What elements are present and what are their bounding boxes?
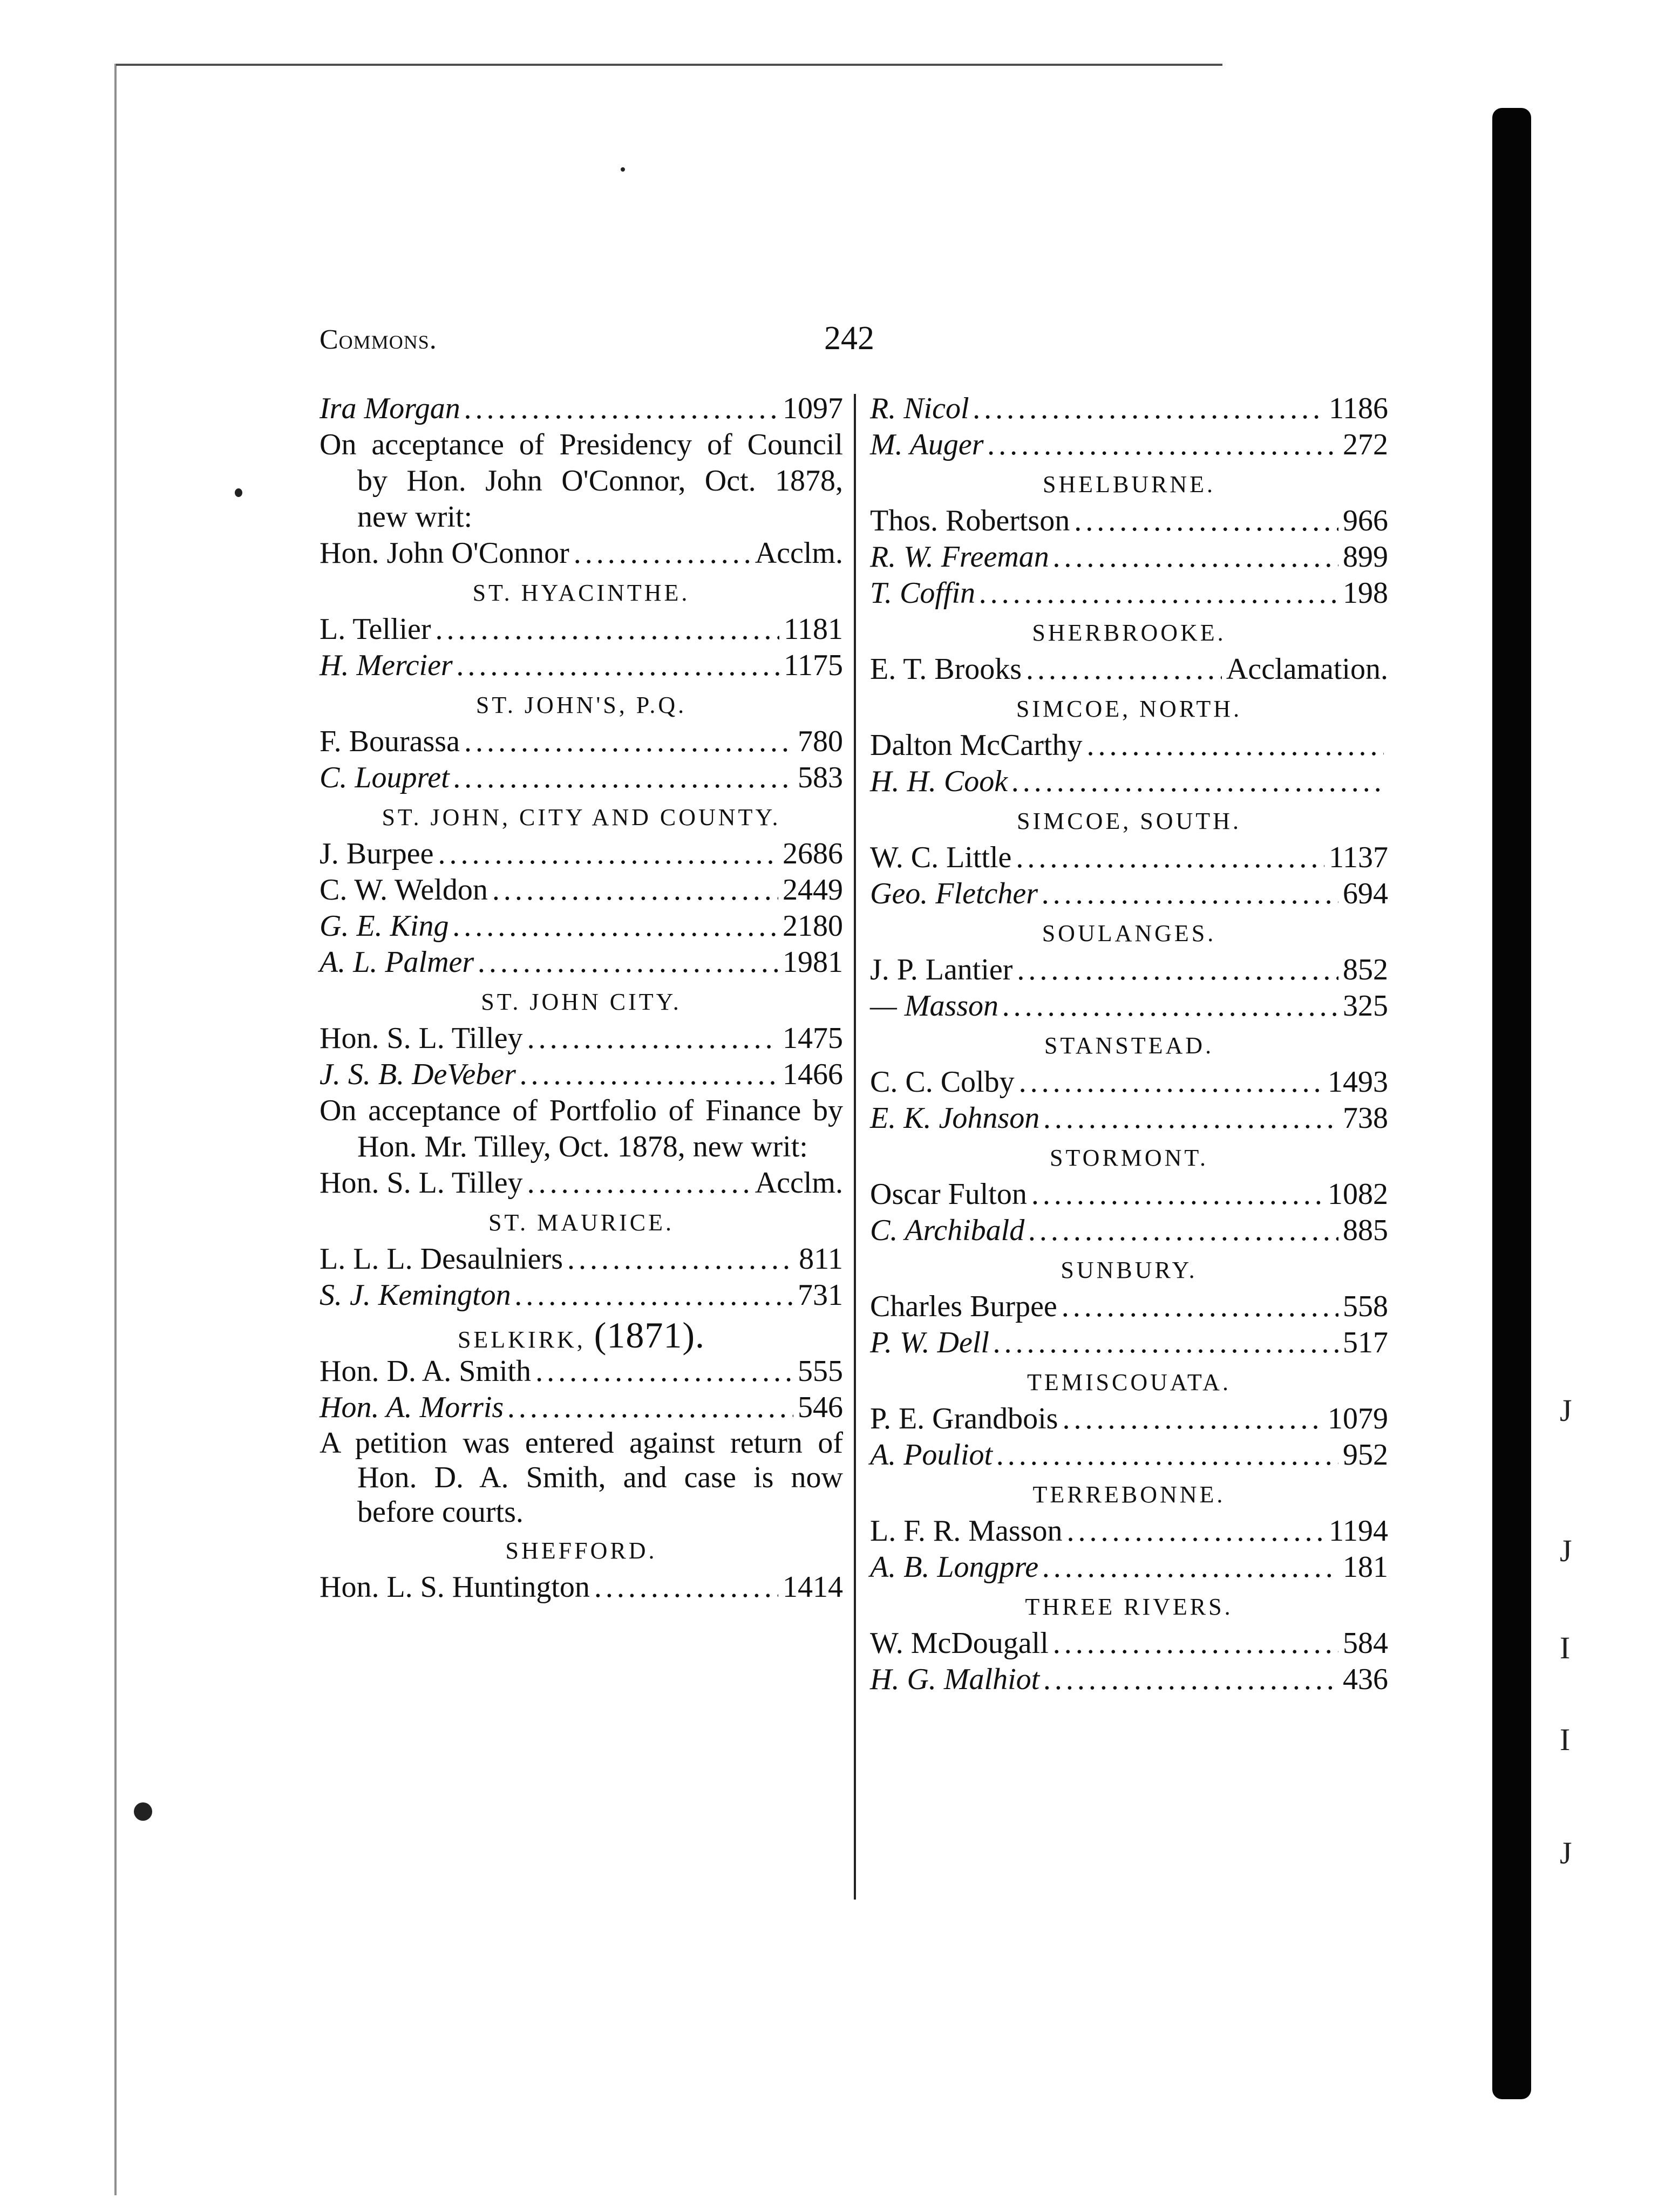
vote-count: 1466	[783, 1058, 843, 1091]
candidate-name: C. Loupret	[320, 761, 450, 794]
dot-leader	[1016, 840, 1324, 876]
dot-leader	[535, 1353, 793, 1390]
entry-row	[870, 427, 1388, 463]
dot-leader	[1031, 1176, 1323, 1213]
entry-row	[870, 391, 1388, 427]
section-heading: SIMCOE, SOUTH.	[1017, 808, 1241, 834]
dot-leader	[464, 724, 793, 760]
entry-row	[870, 988, 1388, 1024]
section-heading: SELKIRK,	[457, 1326, 586, 1353]
entry-row	[870, 1289, 1388, 1325]
section-heading: ST. JOHN'S, P.Q.	[475, 692, 687, 718]
binding-letter: J	[1560, 1835, 1572, 1870]
candidate-name: L. L. L. Desaulniers	[320, 1242, 563, 1276]
vote-count: 1475	[783, 1022, 843, 1055]
note-text: On acceptance of Portfolio of Finance by Hon. Mr. Tilley, Oct. 1878, new writ:	[320, 1094, 843, 1163]
dot-leader	[453, 908, 778, 944]
vote-count: 1414	[783, 1570, 843, 1604]
entry-row	[320, 535, 843, 571]
entry-row	[320, 1165, 843, 1201]
candidate-name: Hon. D. A. Smith	[320, 1355, 532, 1388]
page-number: 242	[824, 320, 874, 357]
candidate-name: T. Coffin	[870, 576, 976, 610]
scan-speck	[134, 1802, 152, 1821]
binding-letter: J	[1560, 1533, 1572, 1568]
entry-row	[320, 1390, 843, 1426]
entry-row	[320, 760, 843, 796]
note-text: On acceptance of Presidency of Council by Hon. John O'Connor, Oct. 1878, new writ:	[320, 428, 843, 534]
dot-leader	[567, 1241, 794, 1277]
section-heading: SUNBURY.	[1061, 1257, 1198, 1283]
entry-row	[870, 1401, 1388, 1437]
vote-count: 558	[1343, 1290, 1388, 1323]
dot-leader	[1019, 1064, 1323, 1100]
candidate-name: R. W. Freeman	[870, 540, 1049, 574]
vote-count: 584	[1343, 1626, 1388, 1660]
candidate-name: H. H. Cook	[870, 765, 1008, 798]
section-heading: ST. HYACINTHE.	[472, 580, 690, 606]
candidate-name: C. W. Weldon	[320, 873, 488, 907]
entry-row	[320, 908, 843, 944]
vote-count: 780	[798, 725, 843, 758]
dot-leader	[520, 1057, 778, 1093]
vote-count: 325	[1343, 989, 1388, 1023]
candidate-name: Hon. L. S. Huntington	[320, 1570, 590, 1604]
vote-count: 966	[1343, 504, 1388, 537]
dot-leader	[1043, 1549, 1338, 1585]
dot-leader	[997, 1437, 1338, 1473]
entry-row	[320, 944, 843, 981]
candidate-name: L. Tellier	[320, 612, 431, 646]
dot-leader	[436, 611, 780, 648]
entry-row	[870, 1513, 1388, 1549]
candidate-name: F. Bourassa	[320, 725, 460, 758]
candidate-name: Hon. John O'Connor	[320, 536, 569, 570]
vote-count: 1175	[784, 649, 843, 682]
vote-count: 899	[1343, 540, 1388, 574]
candidate-name: Hon. S. L. Tilley	[320, 1022, 523, 1055]
candidate-name: J. Burpee	[320, 837, 434, 870]
entry-row	[870, 1549, 1388, 1585]
right-column	[870, 391, 1388, 1902]
vote-count: 583	[798, 761, 843, 794]
entry-row	[870, 1176, 1388, 1213]
entry-row	[870, 575, 1388, 611]
candidate-name: Ira Morgan	[320, 392, 460, 425]
dot-leader	[988, 427, 1339, 463]
section-heading: TERREBONNE.	[1032, 1481, 1226, 1508]
binding-letter: I	[1560, 1722, 1571, 1757]
page-edge-top	[116, 64, 1222, 69]
section-heading: ST. MAURICE.	[488, 1209, 674, 1236]
left-column	[320, 391, 843, 1902]
dot-leader	[974, 391, 1325, 427]
candidate-name: S. J. Kemington	[320, 1278, 511, 1312]
page-edge-left	[114, 64, 120, 2195]
section-heading-selkirk	[320, 1313, 843, 1356]
entry-row	[870, 840, 1388, 876]
dot-leader	[1029, 1213, 1338, 1249]
vote-count: 198	[1343, 576, 1388, 610]
vote-count: 2686	[783, 837, 843, 870]
entry-row	[320, 391, 843, 427]
vote-count: 738	[1343, 1101, 1388, 1135]
vote-count: 1194	[1329, 1514, 1388, 1548]
vote-count: 436	[1343, 1663, 1388, 1696]
section-heading: THREE RIVERS.	[1025, 1594, 1233, 1620]
dot-leader	[1054, 539, 1338, 575]
entry-row	[870, 1064, 1388, 1100]
vote-count: 2180	[783, 909, 843, 943]
vote-count: 811	[799, 1242, 843, 1276]
binding-fragment-letters	[1560, 1392, 1603, 1905]
candidate-name: E. K. Johnson	[870, 1101, 1040, 1135]
dot-leader	[438, 836, 778, 872]
entry-row	[870, 651, 1388, 688]
entry-row	[870, 503, 1388, 539]
vote-count: 181	[1343, 1550, 1388, 1584]
entry-row	[320, 611, 843, 648]
dot-leader	[1074, 503, 1338, 539]
section-year: (1871).	[594, 1315, 705, 1356]
candidate-name: R. Nicol	[870, 392, 969, 425]
vote-count: 1186	[1329, 392, 1388, 425]
entry-row	[870, 539, 1388, 575]
note-text: A petition was entered against return of Hon. D. A. Smith, and case is now before courts.	[320, 1426, 843, 1529]
running-head: Commons.	[320, 324, 437, 355]
entry-row	[870, 1100, 1388, 1136]
dot-leader	[1012, 764, 1384, 800]
candidate-name: Dalton McCarthy	[870, 729, 1083, 762]
candidate-name: H. Mercier	[320, 649, 453, 682]
scan-speck	[621, 167, 625, 172]
entry-row	[320, 1353, 843, 1390]
candidate-name: A. L. Palmer	[320, 945, 474, 979]
vote-count: 1097	[783, 392, 843, 425]
vote-count: 517	[1343, 1326, 1388, 1359]
dot-leader	[1066, 1513, 1324, 1549]
section-heading: STORMONT.	[1050, 1145, 1208, 1171]
candidate-name: Hon. A. Morris	[320, 1391, 504, 1424]
entry-row	[320, 836, 843, 872]
candidate-name: C. C. Colby	[870, 1065, 1015, 1099]
dot-leader	[1044, 1100, 1338, 1136]
candidate-name: — Masson	[870, 989, 999, 1023]
candidate-name: Charles Burpee	[870, 1290, 1057, 1323]
dot-leader	[1017, 952, 1338, 988]
dot-leader	[478, 944, 778, 981]
candidate-name: J. S. B. DeVeber	[320, 1058, 516, 1091]
candidate-name: P. W. Dell	[870, 1326, 989, 1359]
entry-row	[870, 1437, 1388, 1473]
candidate-name: Oscar Fulton	[870, 1178, 1027, 1211]
dot-leader	[594, 1569, 778, 1605]
section-heading: SOULANGES.	[1042, 920, 1216, 947]
section-heading: ST. JOHN CITY.	[481, 989, 682, 1015]
dot-leader	[515, 1277, 793, 1313]
dot-leader	[527, 1020, 778, 1057]
dot-leader	[1053, 1625, 1338, 1662]
section-heading: ST. JOHN, CITY AND COUNTY.	[382, 804, 781, 831]
dot-leader	[1062, 1401, 1323, 1437]
vote-count: Acclamation.	[1226, 652, 1388, 686]
candidate-name: Thos. Robertson	[870, 504, 1070, 537]
candidate-name: P. E. Grandbois	[870, 1402, 1058, 1435]
entry-row	[870, 1213, 1388, 1249]
entry-row	[870, 876, 1388, 912]
entry-row	[870, 952, 1388, 988]
entry-row	[320, 1241, 843, 1277]
entry-row	[320, 1277, 843, 1313]
candidate-name: L. F. R. Masson	[870, 1514, 1063, 1548]
section-heading: STANSTEAD.	[1044, 1032, 1214, 1059]
vote-count: 852	[1343, 953, 1388, 986]
entry-row	[320, 1569, 843, 1605]
vote-count: 1493	[1328, 1065, 1388, 1099]
candidate-name: C. Archibald	[870, 1214, 1025, 1247]
binding-letter: I	[1560, 1630, 1571, 1665]
section-heading: SHELBURNE.	[1042, 471, 1216, 498]
section-heading: SIMCOE, NORTH.	[1016, 696, 1242, 722]
entry-row	[870, 1325, 1388, 1361]
section-heading: TEMISCOUATA.	[1027, 1369, 1231, 1396]
entry-row	[870, 1625, 1388, 1662]
section-heading: SHERBROOKE.	[1032, 620, 1226, 646]
dot-leader	[492, 872, 778, 908]
vote-count: 694	[1343, 877, 1388, 910]
dot-leader	[1086, 727, 1384, 764]
dot-leader	[1003, 988, 1338, 1024]
dot-leader	[1042, 876, 1338, 912]
vote-count: 1181	[784, 612, 843, 646]
vote-count: 1079	[1328, 1402, 1388, 1435]
candidate-name: Geo. Fletcher	[870, 877, 1038, 910]
vote-count: 555	[798, 1355, 843, 1388]
dot-leader	[527, 1165, 751, 1201]
entry-row	[870, 764, 1388, 800]
candidate-name: J. P. Lantier	[870, 953, 1013, 986]
dot-leader	[457, 648, 779, 684]
section-heading: SHEFFORD.	[505, 1537, 657, 1564]
vote-count: 272	[1343, 428, 1388, 461]
dot-leader	[1062, 1289, 1338, 1325]
dot-leader	[508, 1390, 793, 1426]
entry-row	[870, 727, 1388, 764]
dot-leader	[1044, 1662, 1338, 1698]
vote-count: Acclm.	[755, 1166, 843, 1200]
vote-count: Acclm.	[755, 536, 843, 570]
entry-row	[320, 648, 843, 684]
candidate-name: W. C. Little	[870, 841, 1012, 874]
candidate-name: Hon. S. L. Tilley	[320, 1166, 523, 1200]
entry-row	[320, 872, 843, 908]
page-header	[320, 320, 874, 367]
vote-count: 2449	[783, 873, 843, 907]
candidate-name: G. E. King	[320, 909, 449, 943]
dot-leader	[454, 760, 793, 796]
vote-count: 1981	[783, 945, 843, 979]
vote-count: 546	[798, 1391, 843, 1424]
dot-leader	[994, 1325, 1338, 1361]
candidate-name: A. B. Longpre	[870, 1550, 1039, 1584]
vote-count: 731	[798, 1278, 843, 1312]
dot-leader	[574, 535, 751, 571]
dot-leader	[1026, 651, 1222, 688]
dot-leader	[980, 575, 1338, 611]
binding-shadow	[1492, 108, 1531, 2099]
vote-count: 1082	[1328, 1178, 1388, 1211]
scan-speck	[235, 488, 242, 497]
entry-row	[320, 1020, 843, 1057]
vote-count: 952	[1343, 1438, 1388, 1472]
dot-leader	[465, 391, 778, 427]
entry-row	[870, 1662, 1388, 1698]
candidate-name: H. G. Malhiot	[870, 1663, 1040, 1696]
vote-count: 1137	[1329, 841, 1388, 874]
vote-count: 885	[1343, 1214, 1388, 1247]
binding-letter: J	[1560, 1393, 1572, 1428]
entry-row	[320, 724, 843, 760]
candidate-name: A. Pouliot	[870, 1438, 993, 1472]
column-rule	[854, 394, 856, 1900]
candidate-name: M. Auger	[870, 428, 984, 461]
entry-row	[320, 1057, 843, 1093]
candidate-name: W. McDougall	[870, 1626, 1049, 1660]
candidate-name: E. T. Brooks	[870, 652, 1022, 686]
